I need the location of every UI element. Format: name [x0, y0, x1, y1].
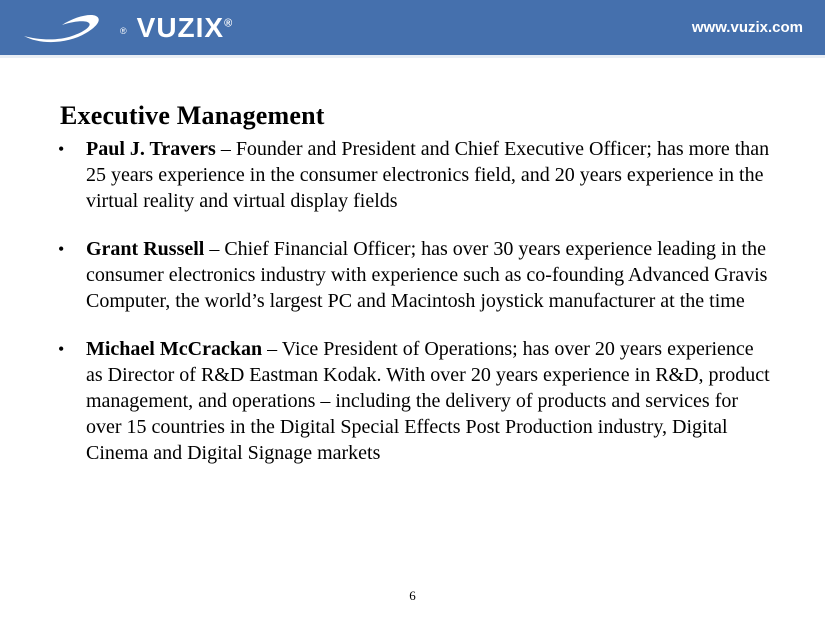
bullet-icon: • [58, 139, 65, 159]
list-item [58, 236, 774, 314]
bullet-icon: • [58, 339, 65, 359]
wordmark-text: VUZIX [136, 11, 225, 43]
person-description: – Founder and President and Chief Executive Officer; has more than 25 years experience in the consumer electronics field, and 20 years experience in the virtual reality and virtual display fields [86, 138, 770, 212]
website-url[interactable]: www.vuzix.com [691, 19, 803, 36]
person-description: – Vice President of Operations; has over 20 years experience as Director of R&D Eastman Kodak. With over 20 years experience in R&D, product management, and operations – including the delivery of products and services for over 15 countries in the Digital Special Effects Post Production industry, Digital Cinema and Digital Signage markets [86, 338, 770, 464]
header-underline [0, 55, 825, 58]
registered-mark-icon: ® [120, 25, 127, 36]
person-name: Grant Russell [86, 238, 205, 260]
page-number: 6 [409, 588, 416, 603]
person-name: Michael McCrackan [86, 338, 263, 360]
bullet-icon: • [58, 239, 65, 259]
wordmark-registered-icon: ® [224, 17, 234, 30]
brand-lockup [0, 11, 233, 45]
vuzix-wordmark [137, 12, 234, 44]
bullet-list [58, 136, 774, 488]
bullet-content [86, 336, 774, 466]
bullet-content [86, 236, 774, 314]
person-name: Paul J. Travers [86, 138, 216, 160]
page-title: Executive Management [60, 101, 325, 131]
list-item [58, 136, 774, 214]
header-band [0, 0, 825, 55]
bullet-content [86, 136, 774, 214]
person-description: – Chief Financial Officer; has over 30 years experience leading in the consumer electronics industry with experience such as co-founding Advanced Gravis Computer, the world’s largest PC and Macintosh joystick manufacturer at the time [86, 238, 768, 312]
list-item [58, 336, 774, 466]
vuzix-swoosh-icon [22, 11, 114, 45]
